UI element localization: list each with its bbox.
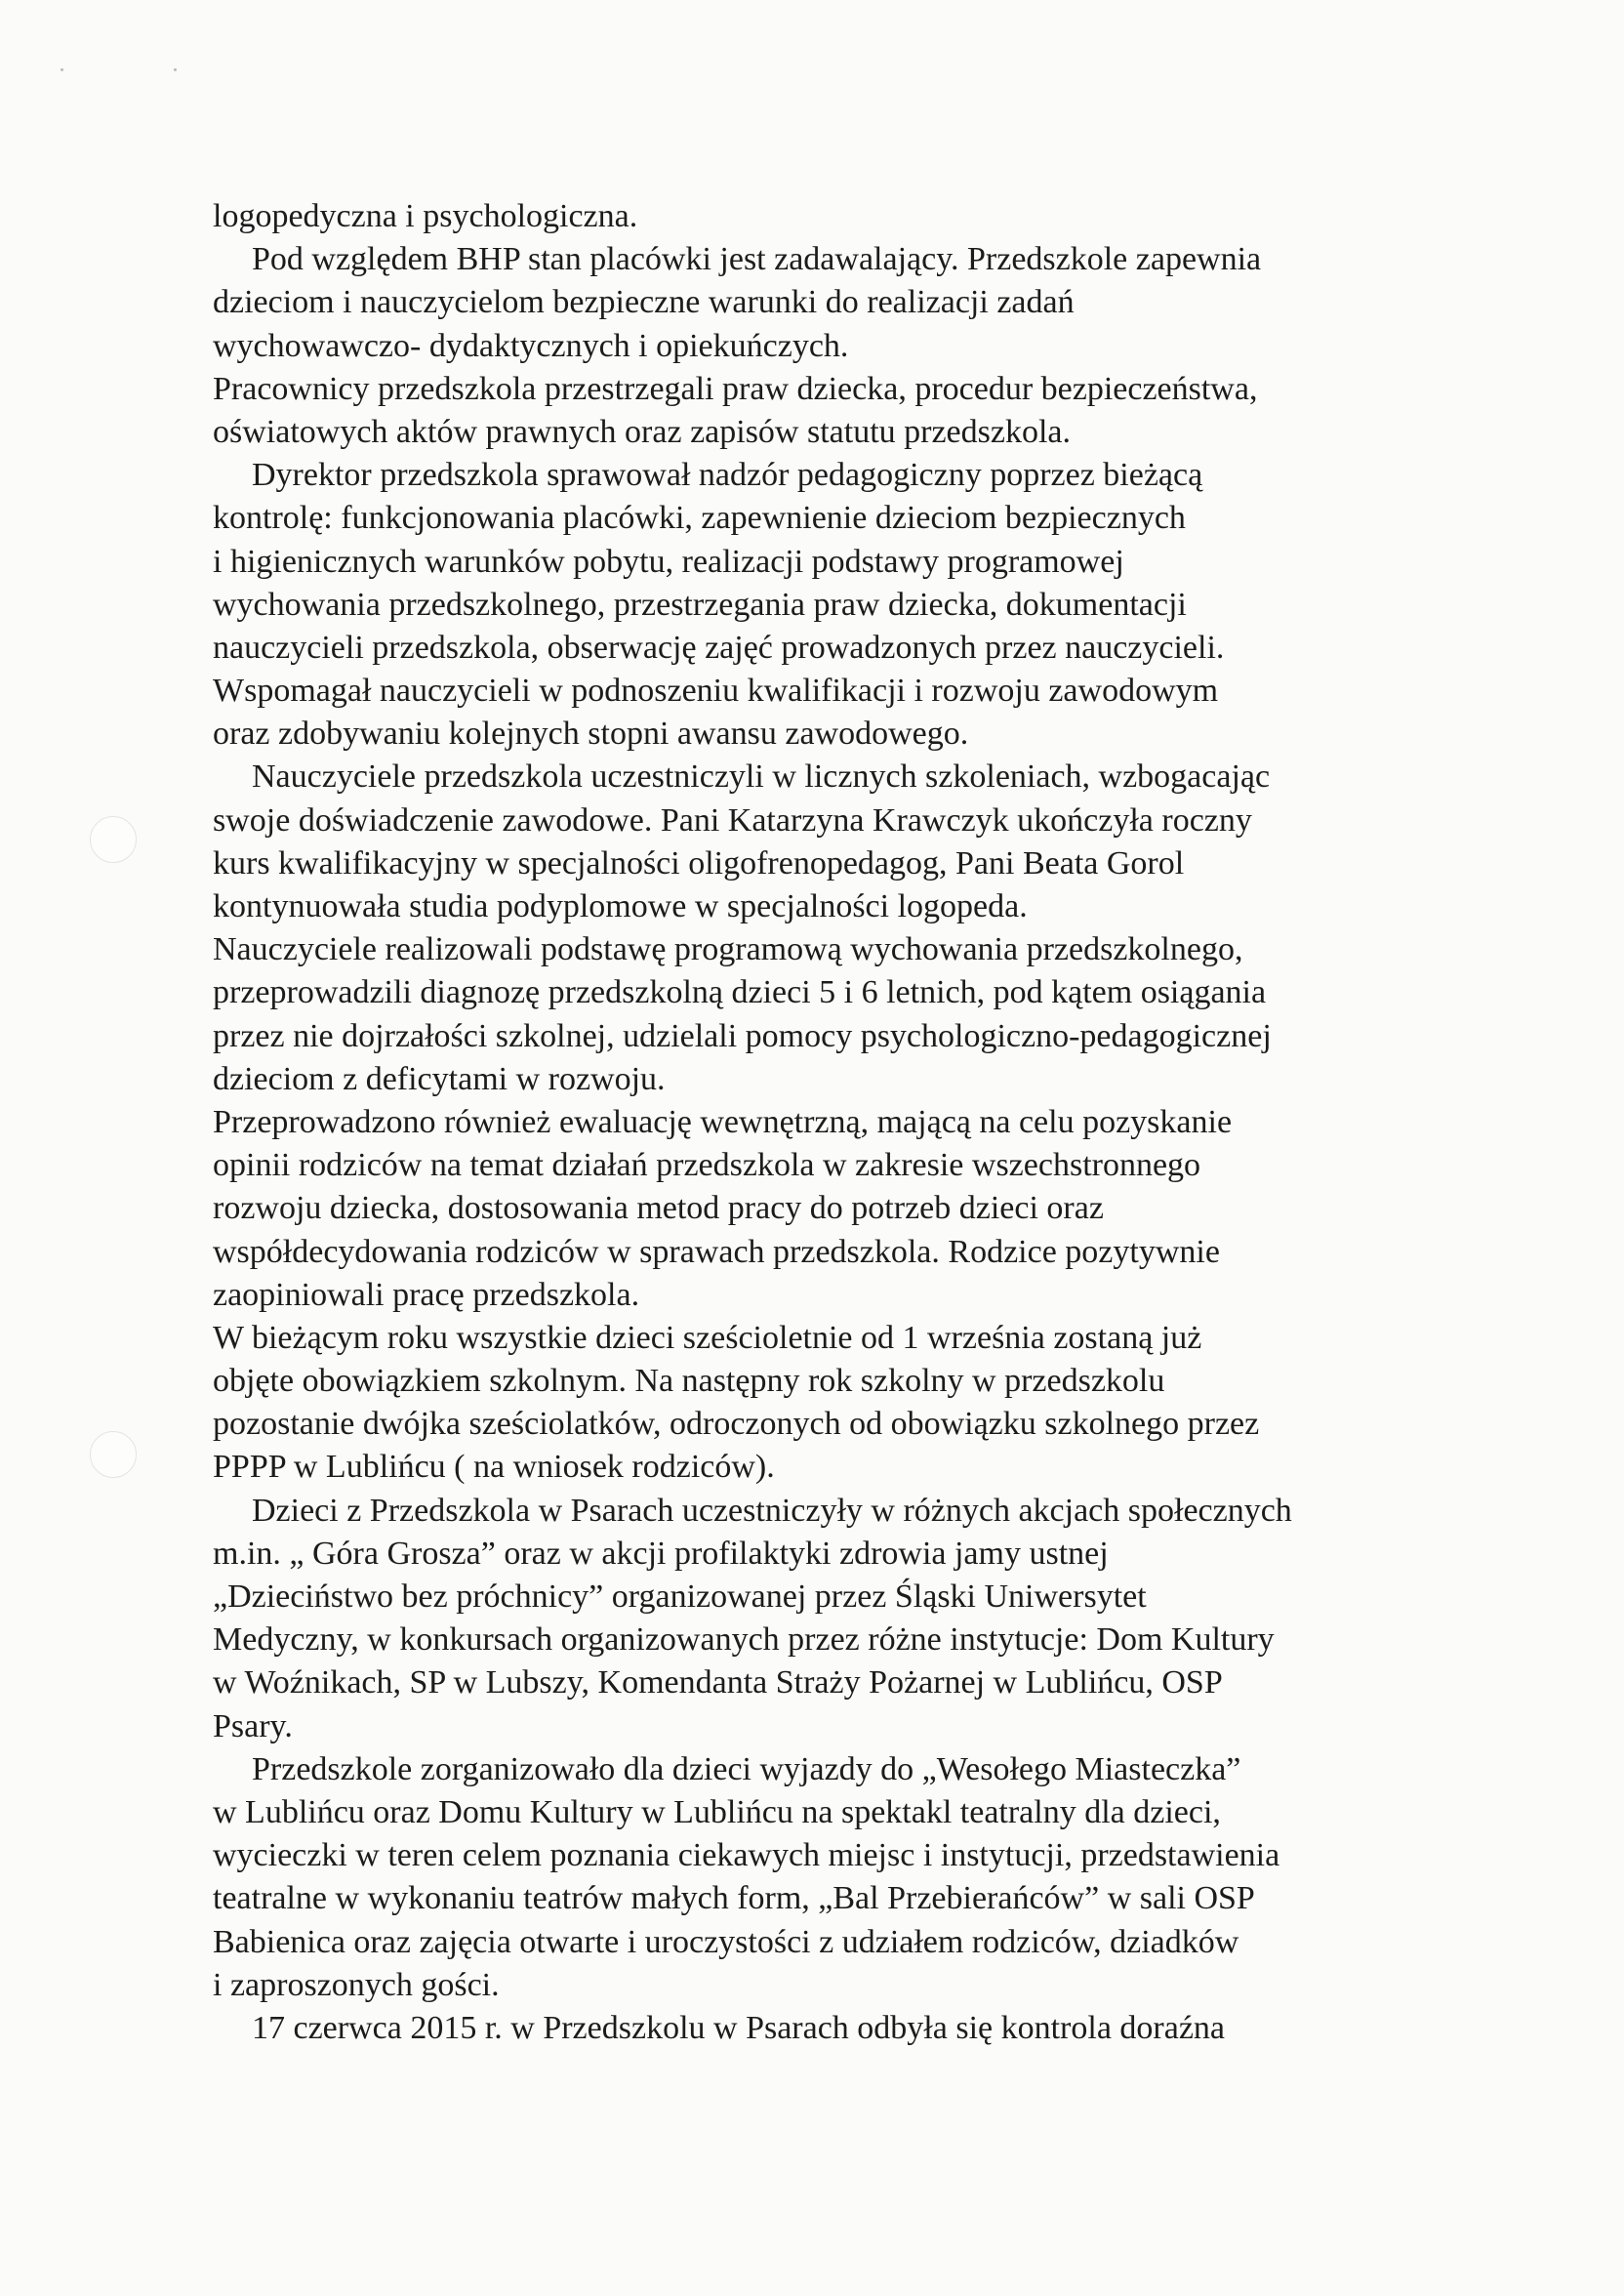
text-line: współdecydowania rodziców w sprawach przedszkola. Rodzice pozytywnie	[213, 1233, 1220, 1270]
text-line: W bieżącym roku wszystkie dzieci sześcioletnie od 1 września zostaną już	[213, 1319, 1202, 1356]
text-line: nauczycieli przedszkola, obserwację zajęć prowadzonych przez nauczycieli.	[213, 629, 1225, 666]
text-line: przeprowadzili diagnozę przedszkolną dzieci 5 i 6 letnich, pod kątem osiągania	[213, 974, 1267, 1011]
text-line: rozwoju dziecka, dostosowania metod pracy do potrzeb dzieci oraz	[213, 1190, 1104, 1227]
punch-hole	[90, 1431, 137, 1478]
text-line: Dyrektor przedszkola sprawował nadzór pedagogiczny poprzez bieżącą	[252, 457, 1203, 494]
text-line: opinii rodziców na temat działań przedszkola w zakresie wszechstronnego	[213, 1147, 1201, 1184]
text-line: Przeprowadzono również ewaluację wewnętrzną, mającą na celu pozyskanie	[213, 1103, 1233, 1140]
text-line: w Lublińcu oraz Domu Kultury w Lublińcu na spektakl teatralny dla dzieci,	[213, 1793, 1221, 1830]
text-line: zaopiniowali pracę przedszkola.	[213, 1276, 640, 1313]
text-line: 17 czerwca 2015 r. w Przedszkolu w Psarach odbyła się kontrola doraźna	[252, 2009, 1226, 2046]
scan-speck	[174, 68, 177, 71]
text-line: i zaproszonych gości.	[213, 1966, 500, 2003]
text-line: Medyczny, w konkursach organizowanych przez różne instytucje: Dom Kultury	[213, 1621, 1275, 1659]
text-line: Psary.	[213, 1707, 293, 1744]
text-line: dzieciom z deficytami w rozwoju.	[213, 1060, 666, 1097]
text-line: wychowawczo- dydaktycznych i opiekuńczych.	[213, 327, 849, 364]
text-line: „Dzieciństwo bez próchnicy” organizowanej przez Śląski Uniwersytet	[213, 1578, 1147, 1615]
text-line: teatralne w wykonaniu teatrów małych form, „Bal Przebierańców” w sali OSP	[213, 1880, 1255, 1917]
text-line: przez nie dojrzałości szkolnej, udzielali pomocy psychologiczno-pedagogicznej	[213, 1017, 1272, 1054]
text-line: kontrolę: funkcjonowania placówki, zapewnienie dzieciom bezpiecznych	[213, 500, 1186, 537]
text-line: oraz zdobywaniu kolejnych stopni awansu zawodowego.	[213, 716, 969, 753]
punch-hole	[90, 816, 137, 863]
text-line: swoje doświadczenie zawodowe. Pani Katarzyna Krawczyk ukończyła roczny	[213, 801, 1252, 839]
text-line: PPPP w Lublińcu ( na wniosek rodziców).	[213, 1449, 775, 1486]
text-line: Przedszkole zorganizowało dla dzieci wyjazdy do „Wesołego Miasteczka”	[252, 1750, 1241, 1787]
text-line: Wspomagał nauczycieli w podnoszeniu kwalifikacji i rozwoju zawodowym	[213, 673, 1219, 710]
scan-speck	[61, 68, 63, 71]
text-line: wycieczki w teren celem poznania ciekawych miejsc i instytucji, przedstawienia	[213, 1837, 1280, 1874]
text-line: Pod względem BHP stan placówki jest zadawalający. Przedszkole zapewnia	[252, 241, 1262, 278]
text-line: kontynuowała studia podyplomowe w specjalności logopeda.	[213, 888, 1028, 924]
text-line: m.in. „ Góra Grosza” oraz w akcji profilaktyki zdrowia jamy ustnej	[213, 1535, 1109, 1572]
text-line: Babienica oraz zajęcia otwarte i uroczystości z udziałem rodziców, dziadków	[213, 1923, 1239, 1960]
text-line: objęte obowiązkiem szkolnym. Na następny rok szkolny w przedszkolu	[213, 1363, 1165, 1400]
text-line: Dzieci z Przedszkola w Psarach uczestniczyły w różnych akcjach społecznych	[252, 1492, 1292, 1529]
text-line: Nauczyciele realizowali podstawę programową wychowania przedszkolnego,	[213, 931, 1243, 968]
text-line: Nauczyciele przedszkola uczestniczyli w licznych szkoleniach, wzbogacając	[252, 758, 1271, 796]
text-line: i higienicznych warunków pobytu, realizacji podstawy programowej	[213, 543, 1124, 580]
text-line: wychowania przedszkolnego, przestrzegania praw dziecka, dokumentacji	[213, 586, 1187, 623]
text-line: w Woźnikach, SP w Lubszy, Komendanta Straży Pożarnej w Lublińcu, OSP	[213, 1664, 1223, 1702]
text-line: Pracownicy przedszkola przestrzegali praw dziecka, procedur bezpieczeństwa,	[213, 370, 1258, 407]
text-line: dzieciom i nauczycielom bezpieczne warunki do realizacji zadań	[213, 284, 1075, 321]
text-line: pozostanie dwójka sześciolatków, odroczonych od obowiązku szkolnego przez	[213, 1406, 1260, 1443]
document-body	[213, 195, 1501, 2050]
text-line: oświatowych aktów prawnych oraz zapisów statutu przedszkola.	[213, 413, 1072, 450]
text-line: logopedyczna i psychologiczna.	[213, 198, 638, 234]
text-line: kurs kwalifikacyjny w specjalności oligofrenopedagog, Pani Beata Gorol	[213, 844, 1185, 882]
